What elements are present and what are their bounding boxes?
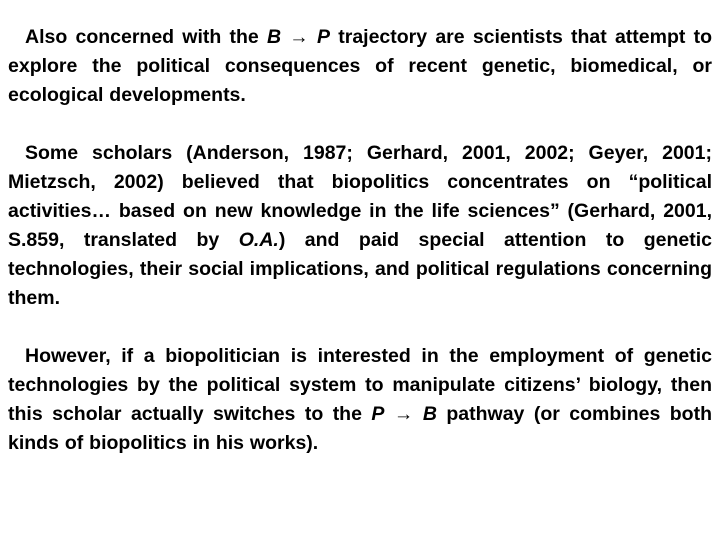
paragraph-2-text-a: Some scholars (Anderson, 1987; Gerhard, 2001, 2002; Geyer, 2001; Mietzsch, 2002) believed that biopolitics concentrates on “political activities… based on new knowledge in the life sciences” (Gerhard, 2001, S.859, translated by (8, 142, 712, 251)
paragraph-3 (8, 342, 712, 458)
arrow-symbol: → (384, 403, 423, 425)
paragraph-3-text-a: However, if a biopolitician is interested in the employment of genetic technologies by the political system to manipulate citizens’ biology, then this scholar actually switches to the (8, 345, 712, 425)
paragraph-1-text-b: trajectory are scientists that attempt to explore the political consequences of recent genetic, biomedical, or ecological developments. (8, 26, 712, 106)
paragraph-2-text-b: ) and paid special attention to genetic technologies, their social implications, and political regulations concerning them. (8, 229, 712, 309)
document-body (8, 23, 712, 458)
b-symbol: B (422, 403, 437, 425)
translator-initials: O.A. (238, 229, 279, 251)
p-symbol: P (371, 403, 385, 425)
paragraph-1-text-a: Also concerned with the (25, 26, 267, 48)
paragraph-3-text-b: pathway (or combines both kinds of biopolitics in his works). (8, 403, 712, 454)
arrow-symbol: → (281, 26, 318, 48)
p-symbol: P (317, 26, 331, 48)
b-symbol: B (266, 26, 282, 48)
paragraph-2 (8, 139, 712, 313)
paragraph-1 (8, 23, 712, 110)
